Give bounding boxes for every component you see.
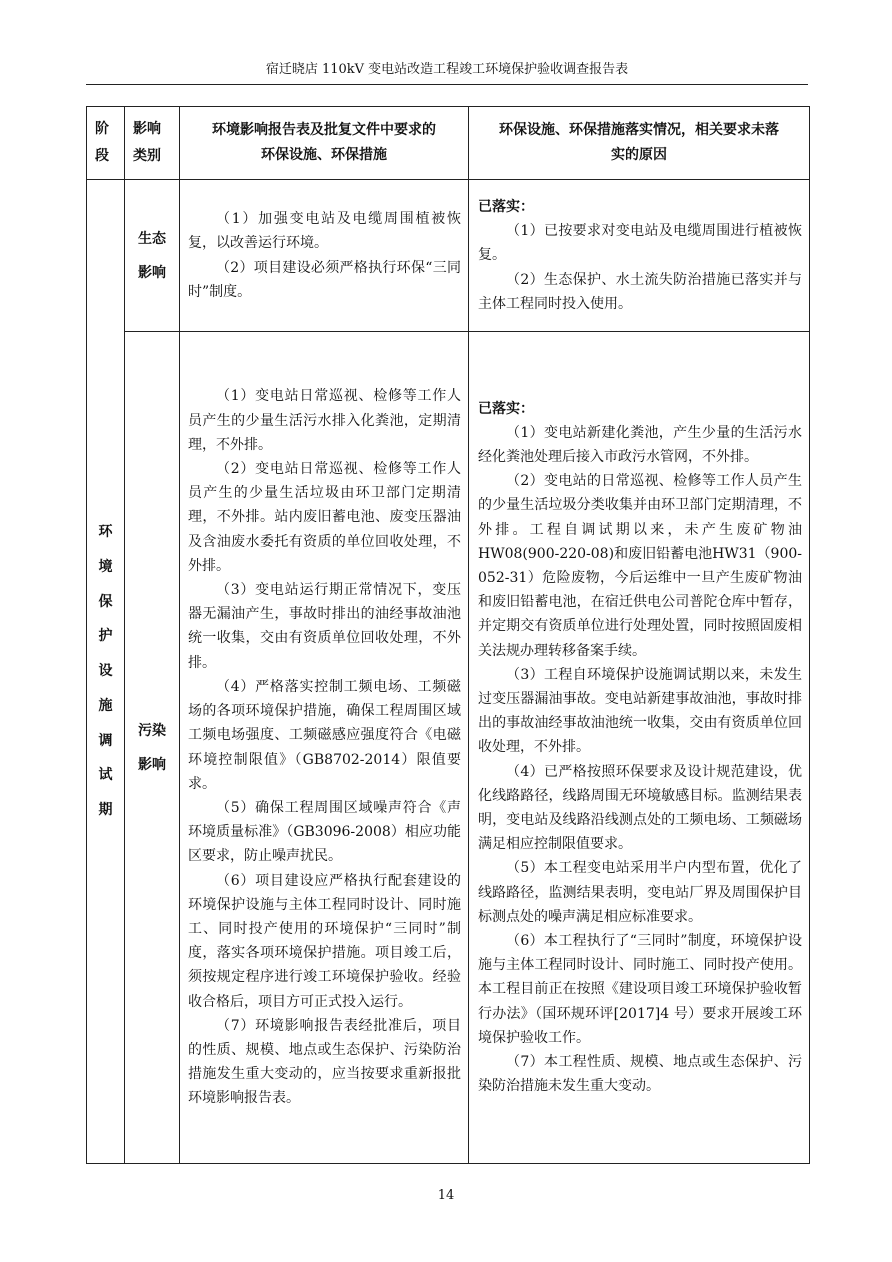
header-implementation: 环保设施、环保措施落实情况，相关要求未落 实的原因 <box>469 107 810 180</box>
requirements-ecological: （1）加强变电站及电缆周围植被恢复，以改善运行环境。 （2）项目建设必须严格执行环保“三同时”制度。 <box>180 180 469 332</box>
page-header-title: 宿迁晓店 110kV 变电站改造工程竣工环境保护验收调查报告表 <box>265 62 629 77</box>
impact-type-ecological: 生态 影响 <box>125 180 180 332</box>
table-row-ecological <box>87 180 810 332</box>
header-impact-type: 影响 类别 <box>125 107 180 180</box>
page-number: 14 <box>437 1188 455 1203</box>
requirements-pollution: （1）变电站日常巡视、检修等工作人员产生的少量生活污水排入化粪池，定期清理，不外排。 （2）变电站日常巡视、检修等工作人员产生的少量生活垃圾由环卫部门定期清理，不外排。站内废旧蓄电池、废变压器油及含油废水委托有资质的单位回收处理，不外排。 （3）变电站运行期正常情况下，变压器无漏油产生，事故时排出的油经事故油池统一收集，交由有资质单位回收处理，不外排。 （4）严格落实控制工频电场、工频磁场的各项环境保护措施，确保工程周围区域工频电场强度、工频磁感应强度符合《电磁环境控制限值》（GB8702-2014）限值要求。 （5）确保工程周围区域噪声符合《声环境质量标准》（GB3096-2008）相应功能区要求，防止噪声扰民。 （6）项目建设应严格执行配套建设的环境保护设施与主体工程同时设计、同时施工、同时投产使用的环境保护“三同时”制度，落实各项环境保护措施。项目竣工后，须按规定程序进行竣工环境保护验收。经验收合格后，项目方可正式投入运行。 （7）环境影响报告表经批准后，项目的性质、规模、地点或生态保护、污染防治措施发生重大变动的，应当按要求重新报批环境影响报告表。 <box>180 332 469 1164</box>
implementation-pollution: 已落实： （1）变电站新建化粪池，产生少量的生活污水经化粪池处理后接入市政污水管网，不外排。 （2）变电站的日常巡视、检修等工作人员产生的少量生活垃圾分类收集并由环卫部门定期清理，不外排。工程自调试期以来，未产生废矿物油 HW08(900-220-08)和废旧铅蓄电池HW31（900-052-31）危险废物，今后运维中一旦产生废矿物油和废旧铅蓄电池，在宿迁供电公司普陀仓库中暂存，并定期交有资质单位进行处理处置，同时按照固废相关法规办理转移备案手续。 （3）工程自环境保护设施调试期以来，未发生过变压器漏油事故。变电站新建事故油池，事故时排出的事故油经事故油池统一收集，交由有资质单位回收处理，不外排。 （4）已严格按照环保要求及设计规范建设，优化线路路径，线路周围无环境敏感目标。监测结果表明，变电站及线路沿线测点处的工频电场、工频磁场满足相应控制限值要求。 （5）本工程变电站采用半户内型布置，优化了线路路径，监测结果表明，变电站厂界及周围保护目标测点处的噪声满足相应标准要求。 （6）本工程执行了“三同时”制度，环境保护设施与主体工程同时设计、同时施工、同时投产使用。本工程目前正在按照《建设项目竣工环境保护验收暂行办法》（国环规环评[2017]4 号）要求开展竣工环境保护验收工作。 （7）本工程性质、规模、地点或生态保护、污染防治措施未发生重大变动。 <box>469 332 810 1164</box>
header-divider <box>86 84 808 85</box>
stage-label: 环 境 保 护 设 施 调 试 期 <box>87 180 125 1164</box>
table-row-pollution <box>87 332 810 1164</box>
header-requirements: 环境影响报告表及批复文件中要求的 环保设施、环保措施 <box>180 107 469 180</box>
impact-type-pollution: 污染 影响 <box>125 332 180 1164</box>
acceptance-table <box>86 106 810 1164</box>
header-stage: 阶 段 <box>87 107 125 180</box>
table-header-row <box>87 107 810 180</box>
implementation-ecological: 已落实： （1）已按要求对变电站及电缆周围进行植被恢复。 （2）生态保护、水土流失防治措施已落实并与主体工程同时投入使用。 <box>469 180 810 332</box>
